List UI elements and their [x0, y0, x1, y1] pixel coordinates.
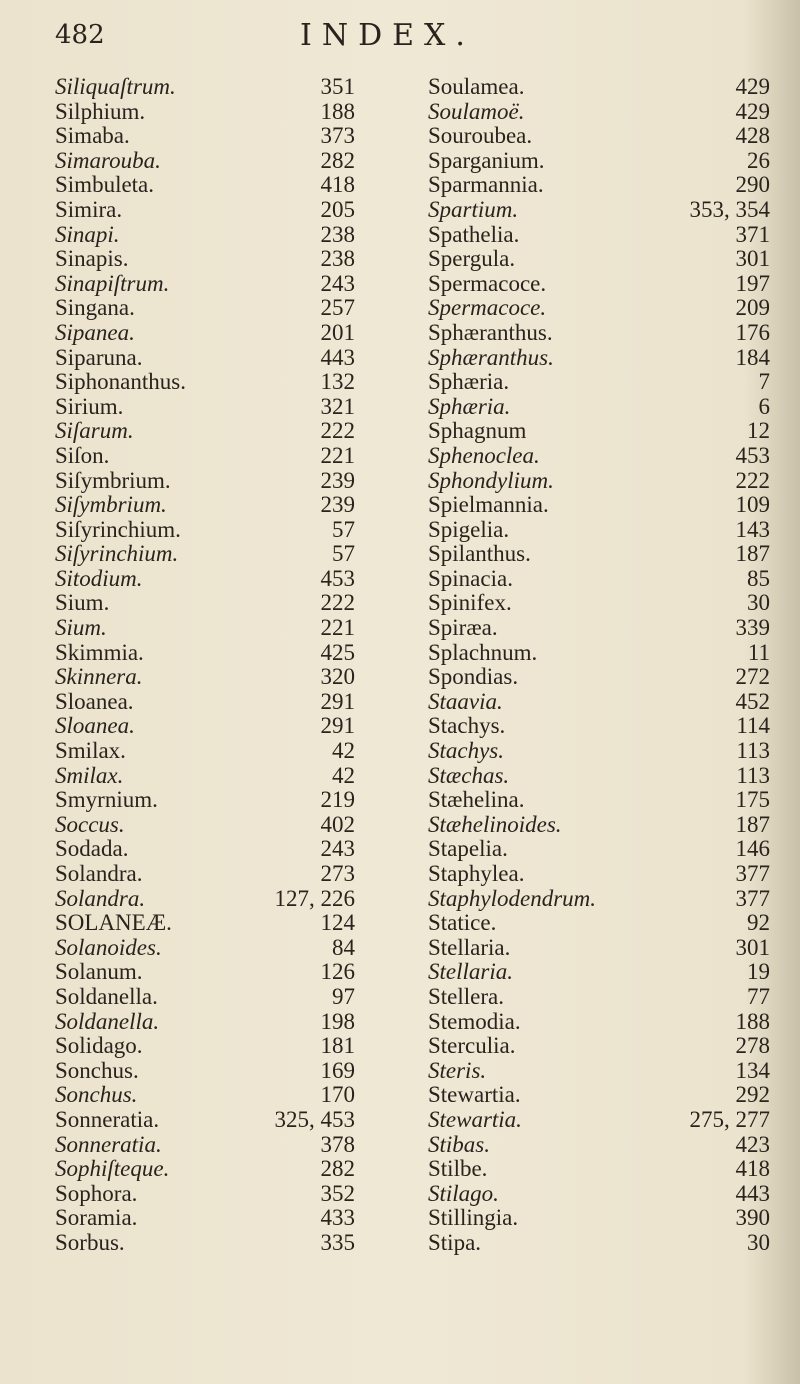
- entry-page: 373: [320, 123, 355, 149]
- index-entry: [428, 469, 770, 494]
- entry-name: Siliquaſtrum.: [55, 74, 176, 99]
- entry-name: Sorbus.: [55, 1229, 125, 1255]
- entry-name: Skinnera.: [55, 664, 143, 690]
- index-entry: [55, 911, 355, 936]
- entry-page: 42: [332, 762, 355, 788]
- entry-name: Statice.: [428, 910, 497, 936]
- entry-name: Soulamoë.: [428, 98, 525, 124]
- entry-name: Sloanea.: [55, 688, 134, 714]
- index-entry: [55, 493, 355, 518]
- index-entry: [428, 837, 770, 862]
- entry-page: 418: [735, 1156, 770, 1182]
- entry-name: Spielmannia.: [428, 492, 549, 518]
- entry-name: Sparganium.: [428, 147, 545, 173]
- entry-name: Siſyrinchium.: [55, 541, 179, 567]
- entry-page: 184: [735, 344, 770, 370]
- entry-name: Sirium.: [55, 393, 124, 419]
- index-entry: [55, 346, 355, 371]
- index-entry: [428, 1231, 770, 1256]
- index-entry: [55, 788, 355, 813]
- entry-page: 221: [320, 442, 355, 468]
- entry-name: Smilax.: [55, 762, 124, 788]
- entry-name: Sloanea.: [55, 713, 135, 739]
- entry-page: 7: [758, 369, 770, 395]
- index-entry: [428, 247, 770, 272]
- index-entry: [55, 100, 355, 125]
- entry-page: 176: [735, 319, 770, 345]
- index-entry: [428, 862, 770, 887]
- index-entry: [428, 985, 770, 1010]
- entry-name: Sophiſteque.: [55, 1156, 170, 1182]
- entry-name: Siparuna.: [55, 344, 143, 370]
- index-entry: [428, 739, 770, 764]
- entry-name: Spinifex.: [428, 590, 512, 616]
- index-entry: [428, 813, 770, 838]
- index-entry: [428, 1133, 770, 1158]
- entry-page: 222: [320, 418, 355, 444]
- index-entry: [428, 419, 770, 444]
- entry-name: Sium.: [55, 590, 110, 616]
- index-entry: [428, 690, 770, 715]
- entry-page: 239: [320, 467, 355, 493]
- entry-name: Stibas.: [428, 1131, 490, 1157]
- index-entry: [428, 788, 770, 813]
- page-number: 482: [55, 20, 105, 50]
- index-entry: [428, 346, 770, 371]
- entry-page: 325, 453: [274, 1106, 355, 1132]
- entry-page: 6: [758, 393, 770, 419]
- entry-name: Sium.: [55, 615, 107, 641]
- entry-page: 291: [320, 688, 355, 714]
- index-entry: [428, 223, 770, 248]
- entry-page: 221: [320, 615, 355, 641]
- entry-name: Silphium.: [55, 98, 146, 124]
- index-entry: [428, 1108, 770, 1133]
- entry-page: 428: [735, 123, 770, 149]
- entry-name: Spinacia.: [428, 565, 513, 591]
- entry-page: 321: [320, 393, 355, 419]
- entry-name: Simaba.: [55, 123, 130, 149]
- index-entry: [55, 764, 355, 789]
- entry-page: 57: [332, 516, 355, 542]
- entry-page: 423: [735, 1131, 770, 1157]
- entry-name: Stellera.: [428, 983, 504, 1009]
- index-entry: [55, 518, 355, 543]
- entry-page: 291: [320, 713, 355, 739]
- entry-name: Stipa.: [428, 1229, 482, 1255]
- entry-name: Splachnum.: [428, 639, 538, 665]
- entry-name: Stachys.: [428, 713, 506, 739]
- entry-name: Spermacoce.: [428, 295, 547, 321]
- entry-name: Simira.: [55, 196, 123, 222]
- page-title: INDEX.: [300, 18, 475, 53]
- index-entry: [428, 764, 770, 789]
- entry-page: 282: [320, 1156, 355, 1182]
- entry-page: 219: [320, 787, 355, 813]
- entry-page: 320: [320, 664, 355, 690]
- entry-name: Sphondylium.: [428, 467, 554, 493]
- entry-name: Simbuleta.: [55, 172, 155, 198]
- entry-name: Solandra.: [55, 885, 146, 911]
- entry-name: Staphylodendrum.: [428, 885, 597, 911]
- entry-page: 272: [735, 664, 770, 690]
- index-entry: [55, 1059, 355, 1084]
- entry-name: Stewartia.: [428, 1106, 522, 1132]
- index-entry: [428, 641, 770, 666]
- entry-name: Spigelia.: [428, 516, 510, 542]
- index-entry: [428, 296, 770, 321]
- entry-page: 243: [320, 270, 355, 296]
- entry-page: 187: [735, 811, 770, 837]
- index-entry: [428, 75, 770, 100]
- entry-name: Stellaria.: [428, 934, 511, 960]
- entry-page: 238: [320, 246, 355, 272]
- entry-page: 30: [747, 1229, 770, 1255]
- index-entry: [428, 542, 770, 567]
- index-entry: [55, 124, 355, 149]
- entry-name: Sonchus.: [55, 1082, 138, 1108]
- entry-page: 113: [736, 738, 770, 764]
- index-entry: [428, 321, 770, 346]
- entry-name: Sphæranthus.: [428, 319, 553, 345]
- entry-name: Soldanella.: [55, 983, 158, 1009]
- entry-name: Souroubea.: [428, 123, 533, 149]
- entry-name: Sitodium.: [55, 565, 143, 591]
- index-entry: [55, 1206, 355, 1231]
- entry-name: Sonneratia.: [55, 1131, 162, 1157]
- entry-name: Siſymbrium.: [55, 492, 167, 518]
- entry-name: Solidago.: [55, 1033, 143, 1059]
- entry-page: 335: [320, 1229, 355, 1255]
- index-entry: [55, 985, 355, 1010]
- index-entry: [428, 665, 770, 690]
- index-entry: [55, 370, 355, 395]
- index-entry: [55, 296, 355, 321]
- entry-name: Stellaria.: [428, 959, 513, 985]
- entry-page: 443: [320, 344, 355, 370]
- entry-name: Soramia.: [55, 1205, 138, 1231]
- index-entry: [55, 419, 355, 444]
- index-entry: [428, 714, 770, 739]
- entry-page: 77: [747, 983, 770, 1009]
- entry-name: Spergula.: [428, 246, 516, 272]
- index-entry: [55, 149, 355, 174]
- index-entry: [428, 1206, 770, 1231]
- index-entry: [55, 1231, 355, 1256]
- index-entry: [55, 567, 355, 592]
- entry-name: Spondias.: [428, 664, 519, 690]
- index-entry: [55, 1010, 355, 1035]
- entry-page: 222: [320, 590, 355, 616]
- entry-page: 92: [747, 910, 770, 936]
- index-column-right: [428, 75, 770, 1256]
- entry-name: Spilanthus.: [428, 541, 531, 567]
- entry-page: 301: [735, 934, 770, 960]
- entry-name: Sonneratia.: [55, 1106, 160, 1132]
- entry-page: 453: [735, 442, 770, 468]
- entry-page: 124: [320, 910, 355, 936]
- index-entry: [55, 1108, 355, 1133]
- index-entry: [428, 124, 770, 149]
- entry-page: 290: [735, 172, 770, 198]
- entry-page: 273: [320, 861, 355, 886]
- entry-name: Sipanea.: [55, 319, 135, 345]
- entry-page: 429: [735, 74, 770, 99]
- index-entry: [55, 542, 355, 567]
- entry-name: Spermacoce.: [428, 270, 547, 296]
- entry-page: 198: [320, 1008, 355, 1034]
- index-entry: [55, 247, 355, 272]
- entry-page: 187: [735, 541, 770, 567]
- entry-page: 113: [736, 762, 770, 788]
- entry-page: 222: [735, 467, 770, 493]
- entry-page: 84: [332, 934, 355, 960]
- entry-page: 238: [320, 221, 355, 247]
- index-entry: [428, 1157, 770, 1182]
- entry-name: Spiræa.: [428, 615, 498, 641]
- entry-page: 205: [320, 196, 355, 222]
- entry-page: 30: [747, 590, 770, 616]
- entry-page: 371: [735, 221, 770, 247]
- entry-name: Stilbe.: [428, 1156, 488, 1182]
- index-entry: [55, 223, 355, 248]
- index-entry: [428, 1083, 770, 1108]
- entry-name: Sphæria.: [428, 393, 511, 419]
- entry-name: Sterculia.: [428, 1033, 516, 1059]
- entry-name: Siſarum.: [55, 418, 134, 444]
- index-entry: [428, 198, 770, 223]
- entry-name: Sinapi.: [55, 221, 120, 247]
- index-entry: [428, 173, 770, 198]
- entry-page: 390: [735, 1205, 770, 1231]
- entry-page: 429: [735, 98, 770, 124]
- entry-name: Spathelia.: [428, 221, 520, 247]
- entry-name: Stæhelinoides.: [428, 811, 562, 837]
- index-entry: [55, 444, 355, 469]
- entry-page: 114: [736, 713, 770, 739]
- entry-page: 11: [747, 639, 770, 665]
- index-entry: [55, 198, 355, 223]
- entry-name: Staphylea.: [428, 861, 525, 886]
- entry-page: 339: [735, 615, 770, 641]
- entry-page: 278: [735, 1033, 770, 1059]
- index-entry: [55, 1083, 355, 1108]
- entry-name: Sophora.: [55, 1180, 138, 1206]
- index-entry: [55, 813, 355, 838]
- entry-page: 143: [735, 516, 770, 542]
- entry-page: 352: [320, 1180, 355, 1206]
- entry-name: Siſon.: [55, 442, 110, 468]
- index-entry: [55, 714, 355, 739]
- entry-name: Soccus.: [55, 811, 125, 837]
- index-entry: [55, 739, 355, 764]
- index-entry: [428, 493, 770, 518]
- entry-page: 19: [747, 959, 770, 985]
- entry-page: 170: [320, 1082, 355, 1108]
- entry-name: Stapelia.: [428, 836, 508, 862]
- entry-page: 57: [332, 541, 355, 567]
- entry-name: Stachys.: [428, 738, 505, 764]
- index-entry: [428, 1010, 770, 1035]
- entry-page: 377: [735, 885, 770, 911]
- index-entry: [428, 395, 770, 420]
- entry-name: Steris.: [428, 1057, 487, 1083]
- entry-page: 26: [747, 147, 770, 173]
- entry-name: Solanum.: [55, 959, 143, 985]
- entry-name: Stillingia.: [428, 1205, 519, 1231]
- entry-name: Sinapis.: [55, 246, 129, 272]
- entry-page: 109: [735, 492, 770, 518]
- entry-name: Stilago.: [428, 1180, 499, 1206]
- entry-page: 181: [320, 1033, 355, 1059]
- entry-name: Stewartia.: [428, 1082, 521, 1108]
- index-entry: [55, 1133, 355, 1158]
- entry-name: Smilax.: [55, 738, 126, 764]
- entry-page: 378: [320, 1131, 355, 1157]
- entry-page: 12: [747, 418, 770, 444]
- entry-page: 188: [320, 98, 355, 124]
- index-entry: [55, 936, 355, 961]
- entry-name: Sphæria.: [428, 369, 510, 395]
- entry-name: Soulamea.: [428, 74, 525, 99]
- index-entry: [428, 370, 770, 395]
- index-entry: [55, 1182, 355, 1207]
- entry-page: 353, 354: [689, 196, 770, 222]
- entry-page: 197: [735, 270, 770, 296]
- entry-name: Sodada.: [55, 836, 129, 862]
- entry-name: Siphonanthus.: [55, 369, 186, 395]
- entry-page: 377: [735, 861, 770, 886]
- entry-name: SOLANEÆ.: [55, 910, 172, 936]
- entry-page: 443: [735, 1180, 770, 1206]
- index-entry: [55, 887, 355, 912]
- index-entry: [55, 395, 355, 420]
- index-entry: [55, 591, 355, 616]
- index-entry: [55, 321, 355, 346]
- entry-page: 85: [747, 565, 770, 591]
- index-entry: [428, 567, 770, 592]
- entry-page: 292: [735, 1082, 770, 1108]
- entry-name: Smyrnium.: [55, 787, 158, 813]
- index-entry: [428, 518, 770, 543]
- index-entry: [428, 960, 770, 985]
- entry-page: 282: [320, 147, 355, 173]
- entry-page: 146: [735, 836, 770, 862]
- entry-page: 452: [735, 688, 770, 714]
- index-entry: [55, 960, 355, 985]
- entry-name: Simarouba.: [55, 147, 161, 173]
- entry-name: Siſymbrium.: [55, 467, 171, 493]
- entry-page: 402: [320, 811, 355, 837]
- index-entry: [428, 1059, 770, 1084]
- entry-page: 453: [320, 565, 355, 591]
- index-entry: [55, 641, 355, 666]
- entry-page: 275, 277: [689, 1106, 770, 1132]
- index-column-left: [55, 75, 355, 1256]
- entry-name: Sparmannia.: [428, 172, 544, 198]
- entry-page: 239: [320, 492, 355, 518]
- index-entry: [428, 887, 770, 912]
- index-entry: [55, 173, 355, 198]
- entry-name: Spartium.: [428, 196, 519, 222]
- entry-page: 201: [320, 319, 355, 345]
- index-entry: [55, 1157, 355, 1182]
- entry-name: Stæchas.: [428, 762, 510, 788]
- entry-name: Skimmia.: [55, 639, 144, 665]
- entry-name: Soldanella.: [55, 1008, 160, 1034]
- index-entry: [55, 690, 355, 715]
- entry-page: 418: [320, 172, 355, 198]
- entry-page: 42: [332, 738, 355, 764]
- entry-page: 134: [735, 1057, 770, 1083]
- entry-page: 257: [320, 295, 355, 321]
- entry-name: Solanoides.: [55, 934, 162, 960]
- index-entry: [428, 936, 770, 961]
- entry-page: 175: [735, 787, 770, 813]
- entry-name: Solandra.: [55, 861, 143, 886]
- index-entry: [55, 837, 355, 862]
- entry-name: Singana.: [55, 295, 135, 321]
- entry-name: Sonchus.: [55, 1057, 139, 1083]
- entry-name: Sphæranthus.: [428, 344, 554, 370]
- index-entry: [428, 149, 770, 174]
- index-entry: [55, 616, 355, 641]
- index-entry: [428, 616, 770, 641]
- entry-page: 127, 226: [274, 885, 355, 911]
- entry-name: Siſyrinchium.: [55, 516, 181, 542]
- index-entry: [55, 1034, 355, 1059]
- entry-name: Staavia.: [428, 688, 503, 714]
- index-entry: [55, 75, 355, 100]
- entry-name: Stemodia.: [428, 1008, 521, 1034]
- entry-page: 188: [735, 1008, 770, 1034]
- index-entry: [55, 862, 355, 887]
- entry-name: Sphenoclea.: [428, 442, 540, 468]
- entry-page: 243: [320, 836, 355, 862]
- entry-page: 351: [320, 74, 355, 99]
- index-entry: [428, 591, 770, 616]
- entry-page: 425: [320, 639, 355, 665]
- entry-name: Sphagnum: [428, 418, 527, 444]
- entry-page: 169: [320, 1057, 355, 1083]
- index-entry: [428, 444, 770, 469]
- index-entry: [55, 272, 355, 297]
- index-entry: [428, 272, 770, 297]
- entry-name: Sinapiſtrum.: [55, 270, 170, 296]
- index-entry: [55, 665, 355, 690]
- entry-page: 301: [735, 246, 770, 272]
- entry-page: 97: [332, 983, 355, 1009]
- entry-page: 132: [320, 369, 355, 395]
- index-entry: [428, 911, 770, 936]
- index-entry: [55, 469, 355, 494]
- entry-name: Stæhelina.: [428, 787, 525, 813]
- index-entry: [428, 100, 770, 125]
- entry-page: 433: [320, 1205, 355, 1231]
- index-entry: [428, 1034, 770, 1059]
- entry-page: 209: [735, 295, 770, 321]
- entry-page: 126: [320, 959, 355, 985]
- index-entry: [428, 1182, 770, 1207]
